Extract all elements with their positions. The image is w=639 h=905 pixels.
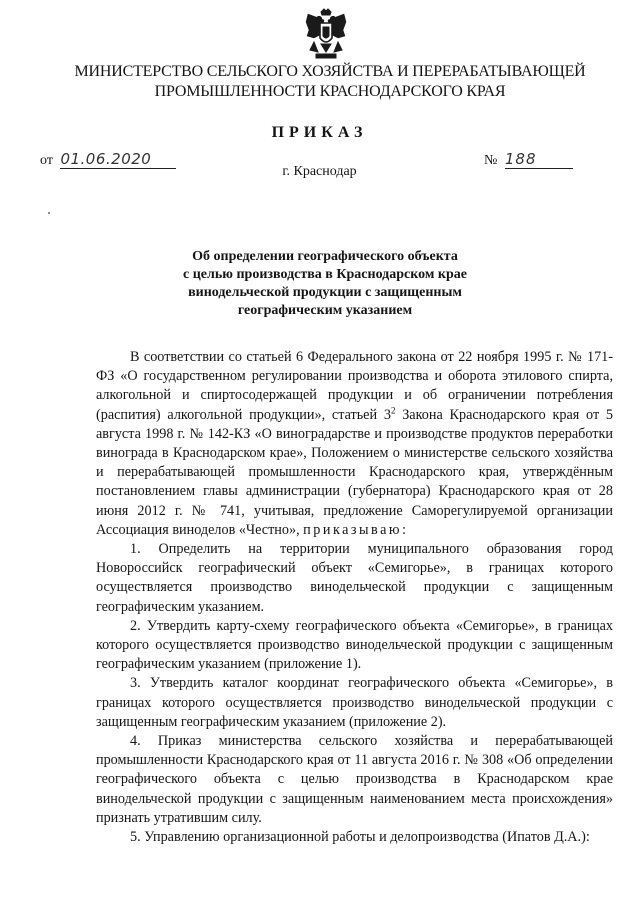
ministry-name	[40, 62, 620, 102]
preamble-paragraph	[96, 348, 613, 540]
preamble-superscript: 2	[390, 404, 396, 415]
preamble-text-a: В соответствии со статьей 6 Федерального закона от 22 ноября 1995 г. № 171-ФЗ «О государственном регулировании производства и оборота этилового спирта, алкогольной и спиртосодержащей продукции и об ограничении потребления (распития) алкогольной продукции», статьей 3	[96, 349, 613, 423]
subject-line-2: с целью производства в Краснодарском крае	[183, 267, 467, 282]
order-subject	[160, 248, 490, 320]
date-prefix: от	[40, 153, 53, 168]
date-value: 01.06.2020	[60, 150, 176, 169]
order-body	[96, 348, 613, 847]
ministry-line-1: МИНИСТЕРСТВО СЕЛЬСКОГО ХОЗЯЙСТВА И ПЕРЕРАБАТЫВАЮЩЕЙ	[74, 63, 586, 80]
number-value: 188	[505, 150, 573, 169]
preamble-text-b: Закона Краснодарского края от 5 августа 1998 г. № 142-КЗ «О виноградарстве и производстве продуктов переработки винограда в Краснодарском крае», Положением о министерстве сельского хозяйства и перерабатывающей промышленности Краснодарского края, утверждённым постановлением главы администрации (губернатора) Краснодарского края от 28 июня 2012 г. № 741, учитывая, предложение Саморегулируемой организации Ассоциация виноделов «Честно»,	[96, 406, 614, 538]
city: г. Краснодар	[282, 164, 357, 179]
ministry-line-2: ПРОМЫШЛЕННОСТИ КРАСНОДАРСКОГО КРАЯ	[154, 83, 506, 100]
coat-of-arms-icon	[304, 8, 348, 60]
number-prefix: №	[484, 153, 498, 168]
item-3: 3. Утвердить каталог координат географического объекта «Семигорье», в границах которого осуществляется производство винодельческой продукции с защищенным географическим указанием (приложение 2).	[96, 675, 613, 730]
subject-line-3: винодельческой продукции с защищенным	[188, 285, 462, 300]
item-4: 4. Приказ министерства сельского хозяйства и перерабатывающей промышленности Краснодарского края от 11 августа 2016 г. № 308 «Об определении географического объекта с целью производства в Краснодарском крае винодельческой продукции с защищенным наименованием места происхождения» признать утратившим силу.	[96, 733, 613, 826]
order-title: ПРИКАЗ	[271, 124, 368, 141]
subject-line-4: географическим указанием	[237, 303, 413, 318]
preamble-order-word: приказываю:	[303, 521, 409, 538]
item-1: 1. Определить на территории муниципального образования город Новороссийск географический объект «Семигорье», в границах которого осуществляется производство винодельческой продукции с защищенным географическим указанием.	[96, 541, 613, 615]
item-5: 5. Управлению организационной работы и делопроизводства (Ипатов Д.А.):	[130, 829, 590, 846]
scan-speck	[48, 212, 50, 214]
item-2: 2. Утвердить карту-схему географического объекта «Семигорье», в границах которого осуществляется производство винодельческой продукции с защищенным географическим указанием (приложение 1).	[96, 617, 613, 673]
subject-line-1: Об определении географического объекта	[192, 249, 458, 264]
